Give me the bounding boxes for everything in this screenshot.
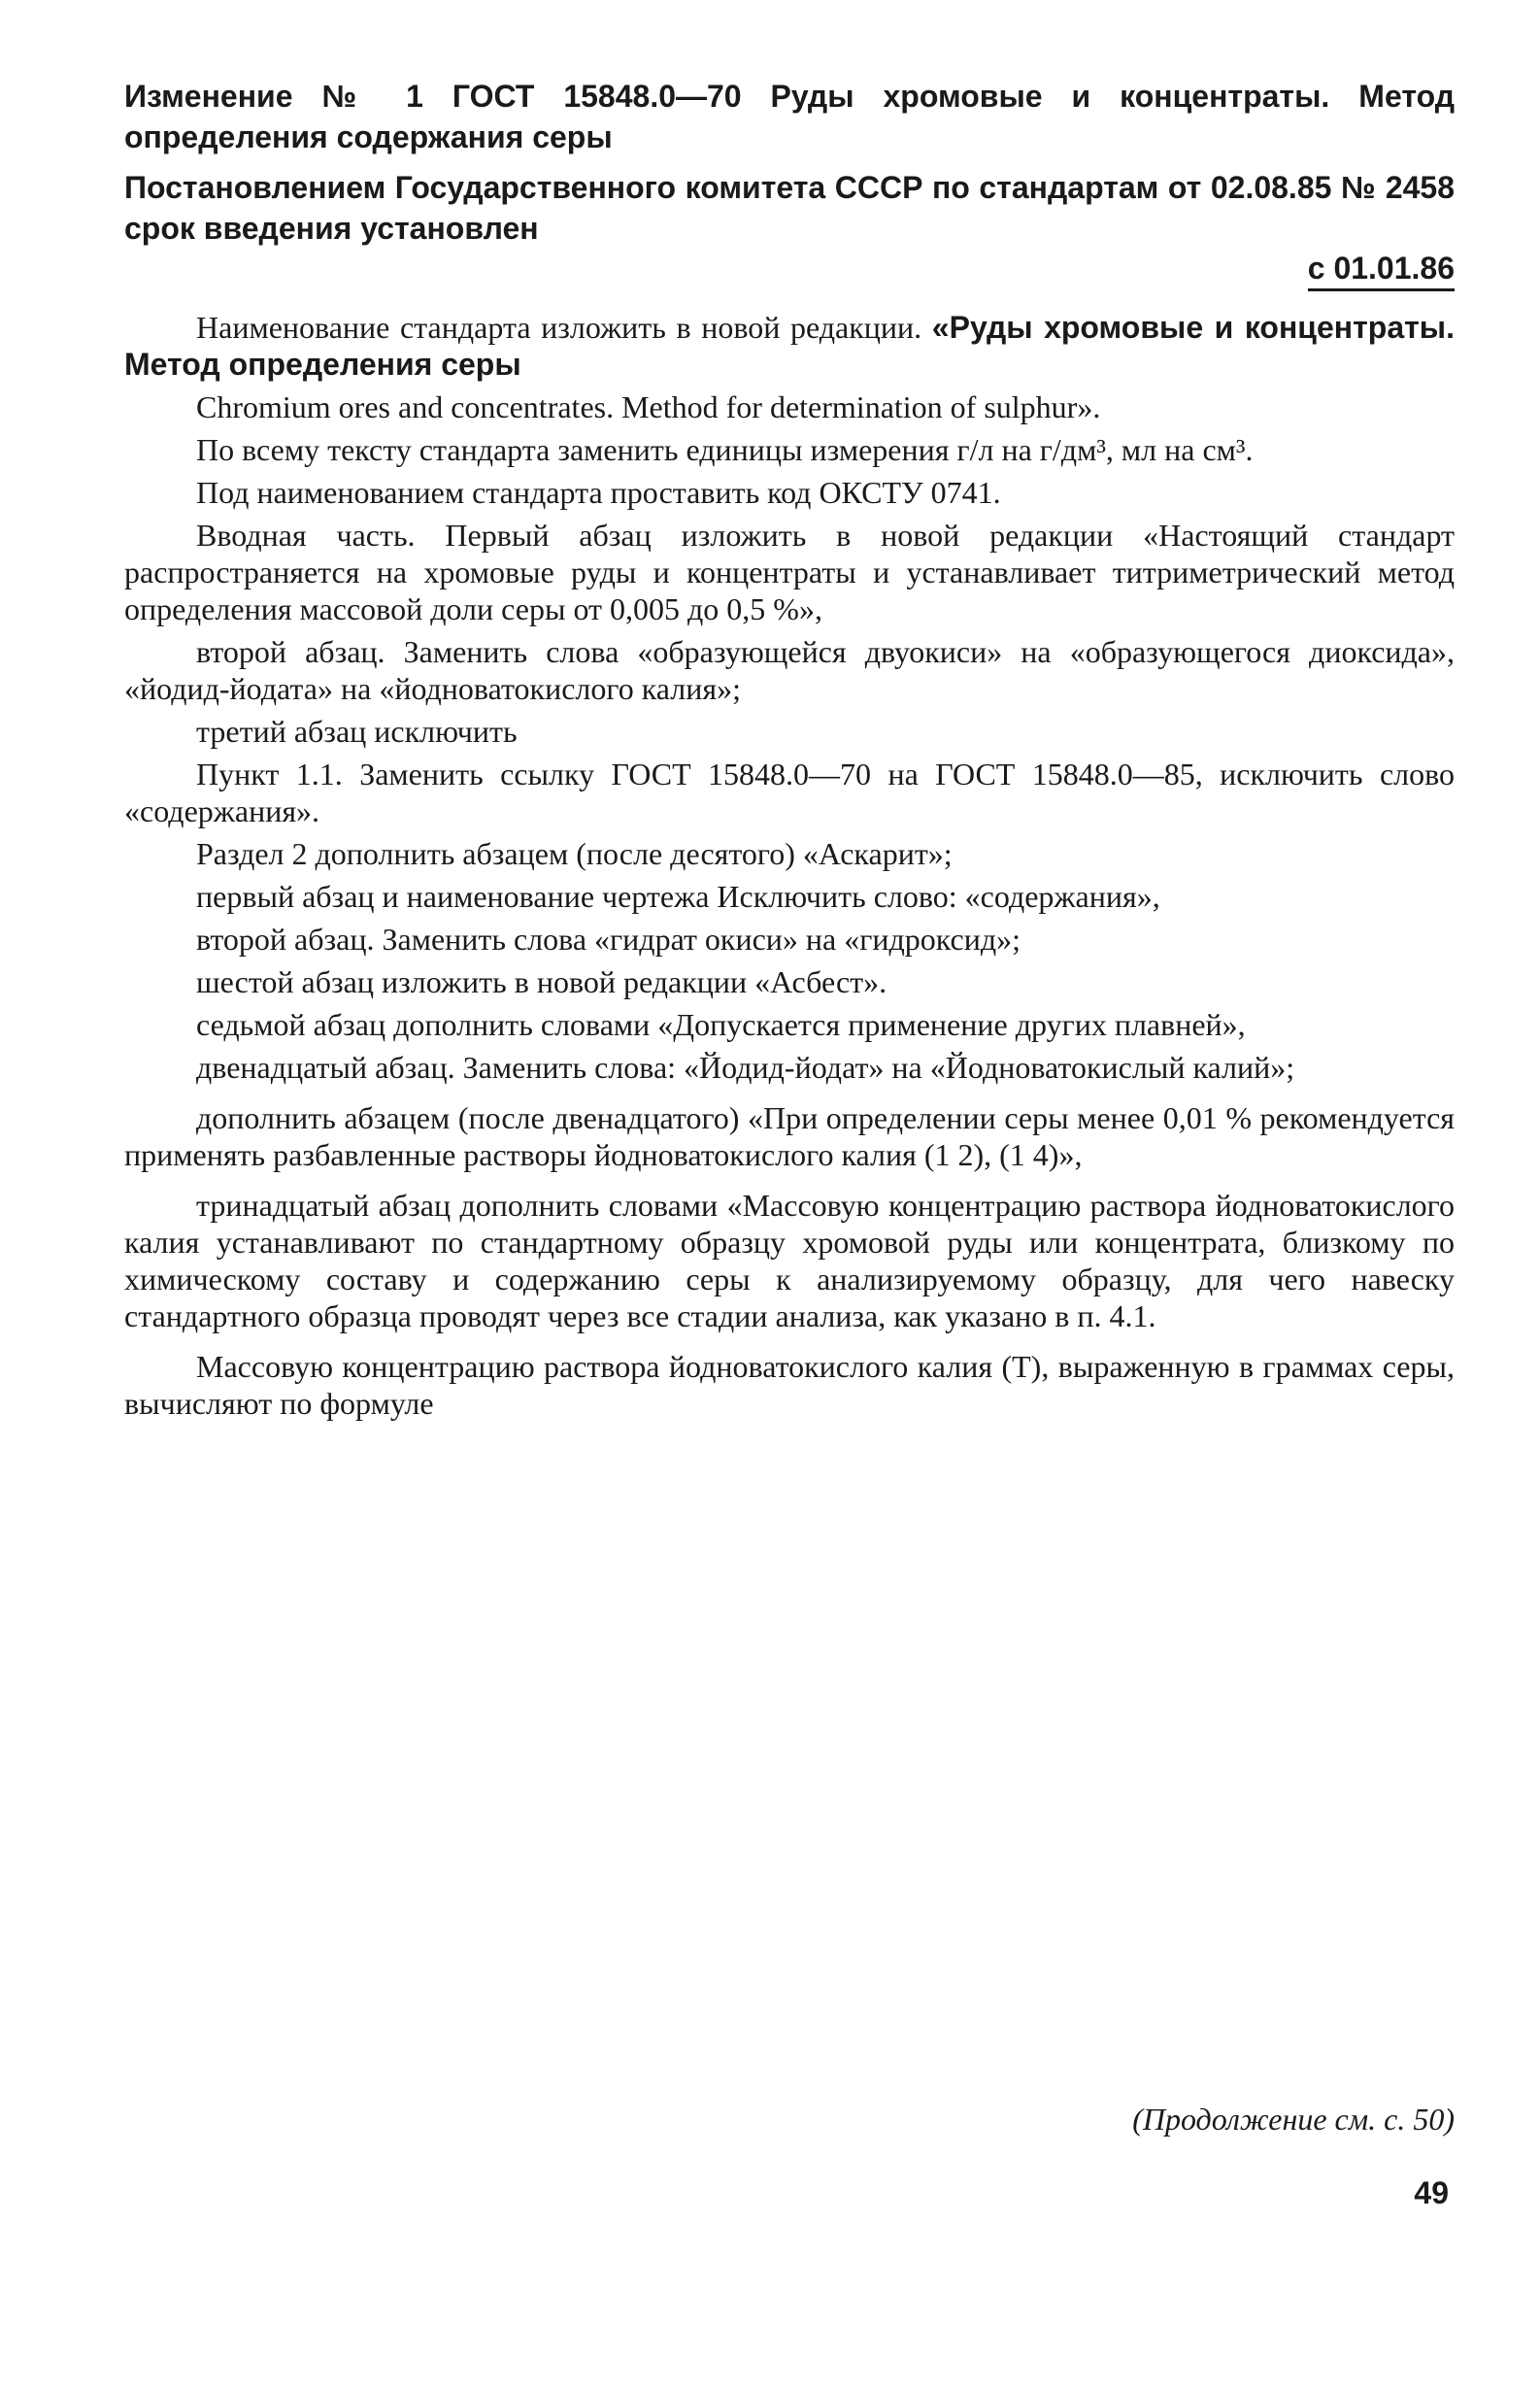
paragraph-thirteenth: тринадцатый абзац дополнить словами «Массовую концентрацию раствора йодноватокислого калия устанавливают по стандартному образцу хромовой руды или концентрата, близкому по химическому составу и содержанию серы к анализируемому образцу, для чего навеску стандартного образца проводят через все стадии анализа, как указано в п. 4.1. [124, 1188, 1455, 1333]
paragraph-third: третий абзац исключить [196, 714, 518, 749]
paragraph-hydroxide: второй абзац. Заменить слова «гидрат окиси» на «гидроксид»; [196, 922, 1021, 957]
decree-line: Постановлением Государственного комитета СССР по стандартам от 02.08.85 № 2458 срок введения установлен [124, 170, 1455, 246]
paragraph-clause-1-1: Пункт 1.1. Заменить ссылку ГОСТ 15848.0—70 на ГОСТ 15848.0—85, исключить слово «содержания». [124, 757, 1455, 828]
paragraph-standard-name [124, 309, 1455, 383]
paragraph-intro: Вводная часть. Первый абзац изложить в новой редакции «Настоящий стандарт распространяется на хромовые руды и концентраты и устанавливает титриметрический метод определения массовой доли серы от 0,005 до 0,5 %», [124, 518, 1455, 626]
amendment-title: Изменение № 1 ГОСТ 15848.0—70 Руды хромовые и концентраты. Метод определения содержания серы [124, 79, 1455, 154]
new-standard-name: «Руды хромовые и концентраты. Метод определения серы [124, 310, 1456, 382]
effective-date: с 01.01.86 [1308, 251, 1455, 291]
amendment-body [124, 309, 1455, 1428]
paragraph-twelfth: двенадцатый абзац. Заменить слова: «Йодид-йодат» на «Йодноватокислый калий»; [196, 1050, 1295, 1085]
paragraph-oksty-code: Под наименованием стандарта проставить код ОКСТУ 0741. [196, 475, 1001, 510]
paragraph-standard-name-lead: Наименование стандарта изложить в новой редакции. [196, 310, 932, 345]
paragraph-asbestos: шестой абзац изложить в новой редакции «Асбест». [196, 964, 887, 999]
paragraph-section-2: Раздел 2 дополнить абзацем (после десятого) «Аскарит»; [196, 836, 953, 871]
paragraph-units: По всему тексту стандарта заменить единицы измерения г/л на г/дм³, мл на см³. [196, 432, 1254, 467]
continuation-note: (Продолжение см. с. 50) [1132, 2102, 1455, 2137]
paragraph-drawing: первый абзац и наименование чертежа Исключить слово: «содержания», [196, 879, 1160, 914]
paragraph-fluxes: седьмой абзац дополнить словами «Допускается применение других плавней», [196, 1007, 1246, 1042]
paragraph-formula-intro: Массовую концентрацию раствора йодноватокислого калия (T), выраженную в граммах серы, вычисляют по формуле [124, 1349, 1455, 1421]
paragraph-second: второй абзац. Заменить слова «образующейся двуокиси» на «образующегося диоксида», «йодид-йодата» на «йодноватокислого калия»; [124, 634, 1455, 706]
page-number: 49 [1414, 2175, 1449, 2210]
paragraph-dilute-solutions: дополнить абзацем (после двенадцатого) «При определении серы менее 0,01 % рекомендуется применять разбавленные растворы йодноватокислого калия (1 2), (1 4)», [124, 1100, 1455, 1172]
paragraph-english-name: Chromium ores and concentrates. Method for determination of sulphur». [196, 389, 1101, 424]
